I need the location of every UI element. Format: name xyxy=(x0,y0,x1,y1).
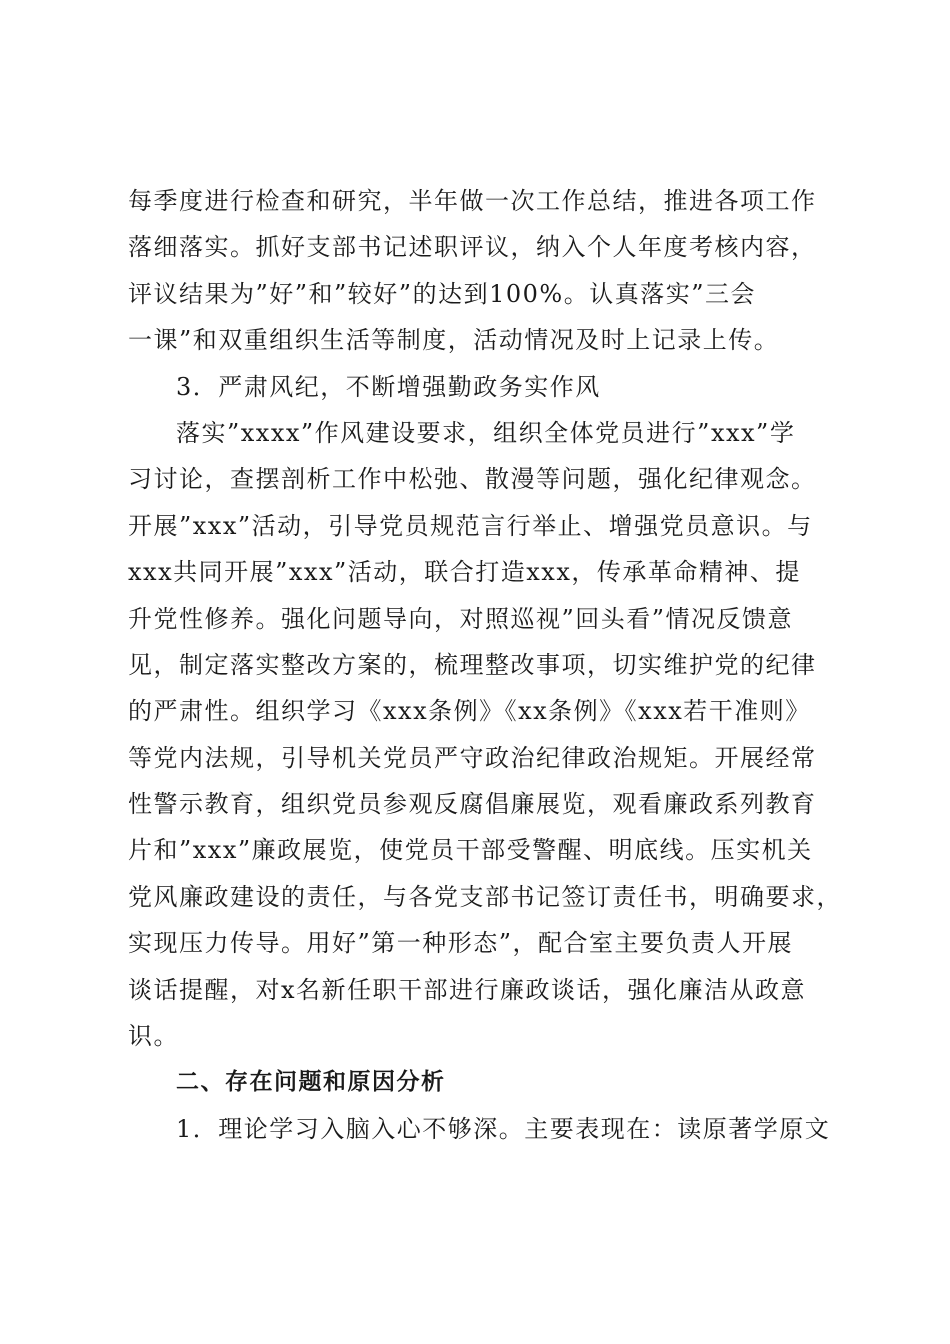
paragraph-line: 落实”xxxx”作风建设要求，组织全体党员进行”xxx”学 xyxy=(176,418,796,447)
paragraph-line: 片和”xxx”廉政展览，使党员干部受警醒、明底线。压实机关 xyxy=(128,836,813,865)
paragraph-line: 开展”xxx”活动，引导党员规范言行举止、增强党员意识。与 xyxy=(128,511,813,540)
paragraph-line: 升党性修养。强化问题导向，对照巡视”回头看”情况反馈意 xyxy=(128,604,794,633)
section-heading-2: 二、存在问题和原因分析 xyxy=(176,1069,446,1096)
paragraph-line: 习讨论，查摆剖析工作中松弛、散漫等问题，强化纪律观念。 xyxy=(128,465,817,494)
paragraph-line: 每季度进行检查和研究，半年做一次工作总结，推进各项工作 xyxy=(128,187,817,215)
paragraph-line: 等党内法规，引导机关党员严守政治纪律政治规矩。开展经常 xyxy=(128,743,817,772)
paragraph-line: 的严肃性。组织学习《xxx条例》《xx条例》《xxx若干准则》 xyxy=(128,697,811,726)
item-1-line: 1．理论学习入脑入心不够深。主要表现在：读原著学原文 xyxy=(176,1114,831,1143)
paragraph-line: xxx共同开展”xxx”活动，联合打造xxx，传承革命精神、提 xyxy=(128,558,801,587)
document-body xyxy=(128,178,842,1152)
paragraph-line: 落细落实。抓好支部书记述职评议，纳入个人年度考核内容， xyxy=(128,233,817,262)
paragraph-line: 一课”和双重组织生活等制度，活动情况及时上记录上传。 xyxy=(128,326,780,355)
subheading-3: 3．严肃风纪，不断增强勤政务实作风 xyxy=(176,372,601,401)
paragraph-line: 实现压力传导。用好”第一种形态”，配合室主要负责人开展 xyxy=(128,929,794,958)
paragraph-line: 谈话提醒，对x名新任职干部进行廉政谈话，强化廉洁从政意 xyxy=(128,975,807,1004)
paragraph-line: 见，制定落实整改方案的，梳理整改事项，切实维护党的纪律 xyxy=(128,650,817,679)
paragraph-line: 性警示教育，组织党员参观反腐倡廉展览，观看廉政系列教育 xyxy=(128,790,817,819)
paragraph-line: 党风廉政建设的责任，与各党支部书记签订责任书，明确要求， xyxy=(128,882,842,911)
paragraph-line: 评议结果为”好”和”较好”的达到100%。认真落实”三会 xyxy=(128,279,756,308)
paragraph-line: 识。 xyxy=(128,1022,179,1051)
